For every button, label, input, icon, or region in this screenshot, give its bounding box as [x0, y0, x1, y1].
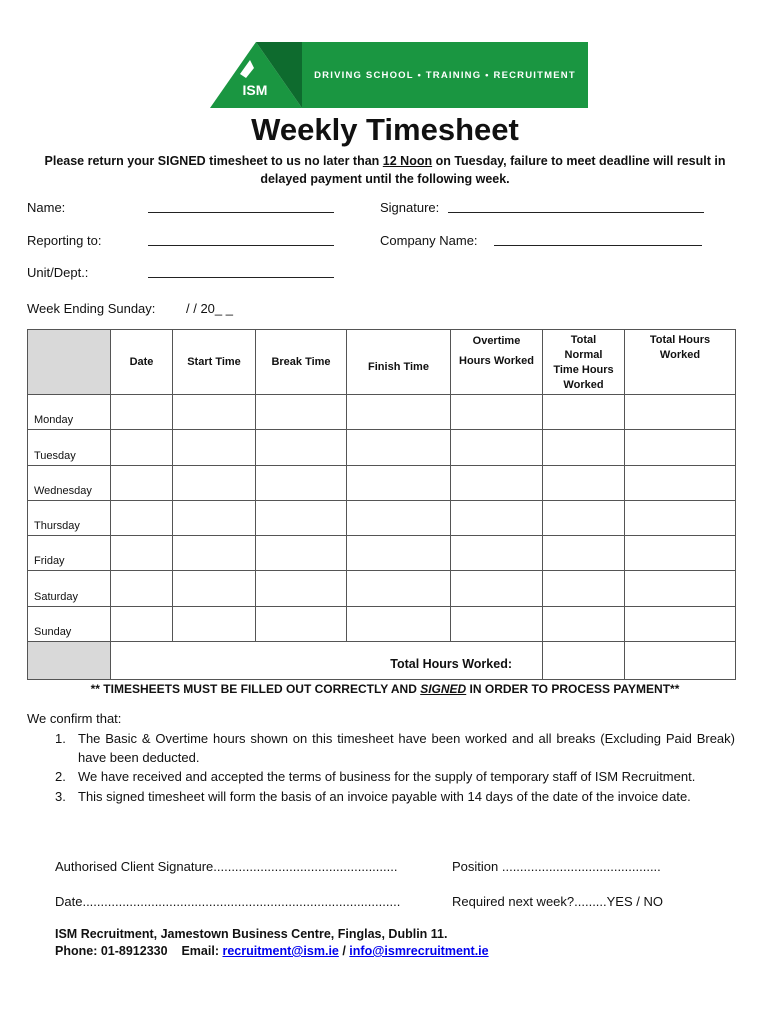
time-entry-cell[interactable]: [111, 465, 173, 500]
list-item: [55, 788, 735, 807]
notice-part1: Please return your SIGNED timesheet to us no later than: [44, 154, 383, 168]
unit-dept-label: Unit/Dept.:: [27, 265, 89, 280]
footer: [55, 926, 489, 960]
time-entry-cell[interactable]: [543, 395, 625, 430]
table-row: [28, 500, 736, 535]
time-entry-cell[interactable]: [625, 430, 736, 465]
header-overtime: [451, 330, 543, 395]
email-link-recruitment[interactable]: recruitment@ism.ie: [222, 944, 339, 958]
table-row: [28, 395, 736, 430]
time-entry-cell[interactable]: [347, 536, 451, 571]
list-item: [55, 730, 735, 767]
header-date: Date: [111, 330, 173, 395]
signature-field[interactable]: [448, 212, 704, 213]
table-row: [28, 536, 736, 571]
time-entry-cell[interactable]: [451, 536, 543, 571]
table-row: [28, 430, 736, 465]
confirm-intro: We confirm that:: [27, 711, 122, 726]
table-row: [28, 606, 736, 641]
time-entry-cell[interactable]: [111, 430, 173, 465]
position-field[interactable]: Position ............................................: [452, 859, 661, 874]
time-entry-cell[interactable]: [347, 465, 451, 500]
time-entry-cell[interactable]: [173, 430, 256, 465]
warning-signed: SIGNED: [420, 682, 467, 696]
time-entry-cell[interactable]: [256, 395, 347, 430]
time-entry-cell[interactable]: [625, 500, 736, 535]
time-entry-cell[interactable]: [173, 536, 256, 571]
time-entry-cell[interactable]: [111, 571, 173, 606]
time-entry-cell[interactable]: [173, 465, 256, 500]
warning-part2: IN ORDER TO PROCESS PAYMENT**: [466, 682, 680, 696]
time-entry-cell[interactable]: [347, 430, 451, 465]
list-item-number: 1.: [55, 731, 66, 746]
time-entry-cell[interactable]: [256, 606, 347, 641]
time-entry-cell[interactable]: [347, 395, 451, 430]
time-entry-cell[interactable]: [625, 536, 736, 571]
list-item-text: We have received and accepted the terms of business for the supply of temporary staff of ISM Recruitment.: [78, 769, 696, 784]
header-overtime-line1: Overtime: [472, 335, 521, 347]
time-entry-cell[interactable]: [347, 571, 451, 606]
time-entry-cell[interactable]: [625, 395, 736, 430]
logo-triangle-icon: [210, 42, 302, 108]
time-entry-cell[interactable]: [625, 465, 736, 500]
time-entry-cell[interactable]: [451, 465, 543, 500]
deadline-notice: [30, 152, 740, 188]
time-entry-cell[interactable]: [543, 571, 625, 606]
list-item-text: This signed timesheet will form the basis of an invoice payable with 14 days of the date of the invoice date.: [78, 788, 691, 804]
header-corner: [28, 330, 111, 395]
footer-address: ISM Recruitment, Jamestown Business Centre, Finglas, Dublin 11.: [55, 927, 448, 941]
time-entry-cell[interactable]: [173, 395, 256, 430]
time-entry-cell[interactable]: [111, 606, 173, 641]
day-label: Wednesday: [28, 465, 111, 500]
date-field[interactable]: Date........................................................................................: [55, 894, 401, 909]
time-entry-cell[interactable]: [256, 536, 347, 571]
week-ending-label: Week Ending Sunday:: [27, 301, 156, 316]
footer-phone: Phone: 01-8912330: [55, 944, 168, 958]
footer-contact: [55, 943, 489, 960]
time-entry-cell[interactable]: [543, 465, 625, 500]
timesheet-table: [27, 329, 736, 680]
time-entry-cell[interactable]: [173, 571, 256, 606]
time-entry-cell[interactable]: [111, 500, 173, 535]
table-row: [28, 571, 736, 606]
signature-warning: [0, 682, 770, 696]
table-row: [28, 465, 736, 500]
week-ending-date-field[interactable]: / / 20_ _: [186, 301, 233, 316]
logo-tagline: DRIVING SCHOOL • TRAINING • RECRUITMENT: [314, 69, 576, 81]
confirm-list: [55, 730, 735, 807]
day-label: Friday: [28, 536, 111, 571]
time-entry-cell[interactable]: [543, 606, 625, 641]
day-label: Thursday: [28, 500, 111, 535]
day-label: Tuesday: [28, 430, 111, 465]
name-label: Name:: [27, 200, 66, 215]
time-entry-cell[interactable]: [256, 430, 347, 465]
list-item-number: 2.: [55, 769, 66, 784]
header-finish-time: Finish Time: [347, 330, 451, 395]
email-separator: /: [338, 944, 350, 958]
time-entry-cell[interactable]: [111, 536, 173, 571]
time-entry-cell[interactable]: [543, 430, 625, 465]
list-item-number: 3.: [55, 788, 66, 804]
day-label: Monday: [28, 395, 111, 430]
time-entry-cell[interactable]: [543, 500, 625, 535]
day-label: Saturday: [28, 571, 111, 606]
header-start-time: Start Time: [173, 330, 256, 395]
total-normal-cell[interactable]: [543, 642, 625, 680]
time-entry-cell[interactable]: [256, 571, 347, 606]
total-hours-label: Total Hours Worked:: [111, 642, 543, 680]
unit-dept-field[interactable]: [148, 277, 334, 278]
required-next-week-field[interactable]: Required next week?.........YES / NO: [452, 894, 663, 909]
reporting-to-label: Reporting to:: [27, 233, 102, 248]
time-entry-cell[interactable]: [173, 500, 256, 535]
total-hours-cell[interactable]: [625, 642, 736, 680]
page-title: Weekly Timesheet: [251, 112, 519, 147]
time-entry-cell[interactable]: [173, 606, 256, 641]
footer-email-label: Email:: [181, 944, 219, 958]
day-label: Sunday: [28, 606, 111, 641]
header-break-time: Break Time: [256, 330, 347, 395]
header-overtime-line2: Hours Worked: [459, 355, 534, 367]
time-entry-cell[interactable]: [451, 500, 543, 535]
warning-part1: ** TIMESHEETS MUST BE FILLED OUT CORRECTLY AND: [90, 682, 421, 696]
header-total-hours: Total Hours Worked: [625, 330, 736, 395]
time-entry-cell[interactable]: [111, 395, 173, 430]
ism-logo-banner: [210, 42, 588, 108]
time-entry-cell[interactable]: [543, 536, 625, 571]
company-name-label: Company Name:: [380, 233, 478, 248]
time-entry-cell[interactable]: [347, 606, 451, 641]
logo-brand: ISM: [242, 82, 268, 98]
total-corner: [28, 642, 111, 680]
time-entry-cell[interactable]: [451, 430, 543, 465]
reporting-to-field[interactable]: [148, 245, 334, 246]
authorised-signature-field[interactable]: Authorised Client Signature...................................................: [55, 859, 398, 874]
list-item-text: The Basic & Overtime hours shown on this timesheet have been worked and all breaks (Excluding Paid Break) have been deducted.: [78, 731, 735, 765]
notice-deadline: 12 Noon: [382, 154, 433, 168]
time-entry-cell[interactable]: [451, 571, 543, 606]
time-entry-cell[interactable]: [625, 571, 736, 606]
time-entry-cell[interactable]: [451, 395, 543, 430]
time-entry-cell[interactable]: [256, 465, 347, 500]
company-name-field[interactable]: [494, 245, 702, 246]
time-entry-cell[interactable]: [256, 500, 347, 535]
notice-part2: on Tuesday, failure to meet deadline will result in delayed payment until the following week.: [260, 154, 726, 186]
header-total-normal: Total Normal Time Hours Worked: [543, 330, 625, 395]
email-link-info[interactable]: info@ismrecruitment.ie: [349, 944, 489, 958]
time-entry-cell[interactable]: [347, 500, 451, 535]
list-item: [55, 768, 735, 787]
name-field[interactable]: [148, 212, 334, 213]
time-entry-cell[interactable]: [625, 606, 736, 641]
signature-label: Signature:: [380, 200, 440, 215]
time-entry-cell[interactable]: [451, 606, 543, 641]
